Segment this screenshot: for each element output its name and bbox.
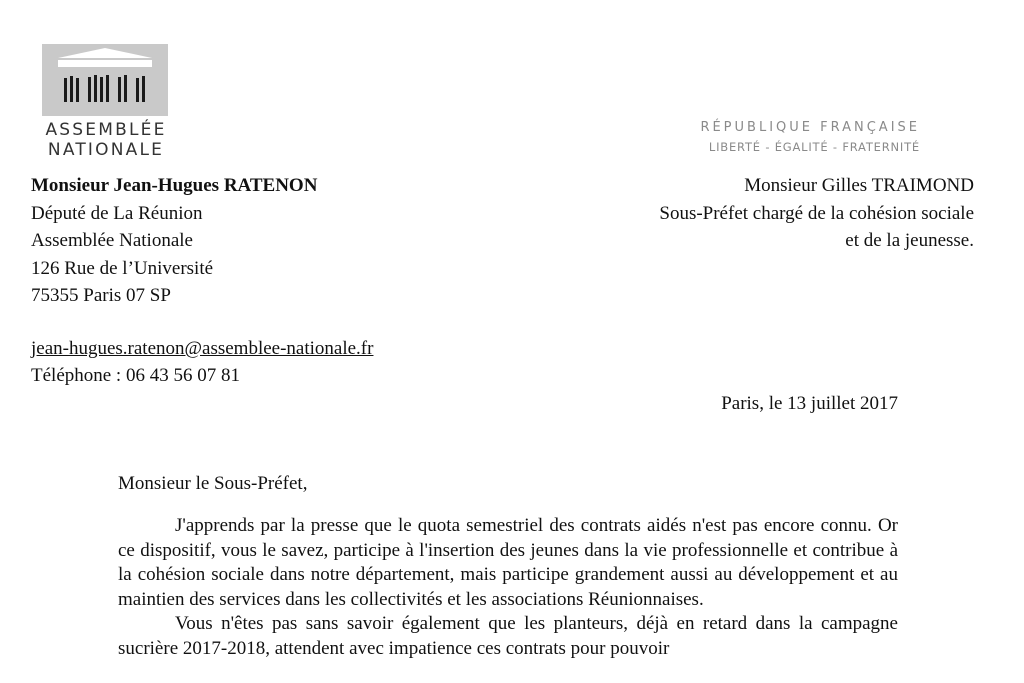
logo-line-assemblee: ASSEMBLÉE — [45, 120, 167, 140]
paragraph: J'apprends par la presse que le quota semestriel des contrats aidés n'est pas encore connu. Or ce dispositif, vous le savez, participe à l'insertion des jeunes dans la vie professionnelle et contribue à la cohésion sociale dans notre département, mais participe grandement aussi au développement et au maintien des services dans les collectivités et les associations Réunionnaises. — [118, 515, 898, 610]
recipient-name: Monsieur Gilles TRAIMOND — [744, 175, 974, 196]
republique-francaise: RÉPUBLIQUE FRANÇAISE — [700, 120, 920, 135]
letter-body — [118, 514, 898, 661]
recipient-title-line1: Sous-Préfet chargé de la cohésion sociale — [659, 202, 974, 224]
parliament-building-icon — [42, 44, 168, 116]
recipient-title-line2: et de la jeunesse. — [845, 230, 974, 251]
salutation: Monsieur le Sous-Préfet, — [118, 473, 308, 494]
sender-street: 126 Rue de l’Université — [31, 257, 214, 279]
sender-institution: Assemblée Nationale — [31, 230, 193, 251]
sender-phone: Téléphone : 06 43 56 07 81 — [31, 365, 240, 386]
logo-line-nationale: NATIONALE — [47, 140, 165, 160]
sender-block — [31, 172, 317, 310]
letter-date: Paris, le 13 juillet 2017 — [721, 393, 898, 414]
contact-block — [31, 335, 373, 389]
sender-name: Monsieur Jean-Hugues RATENON — [31, 175, 318, 196]
paragraph: Vous n'êtes pas sans savoir également que les planteurs, déjà en retard dans la campagne sucrière 2017-2018, attendent avec impatience ces contrats pour pouvoir — [118, 613, 898, 659]
recipient-block — [554, 172, 974, 255]
sender-city: 75355 Paris 07 SP — [31, 285, 171, 306]
sender-role: Député de La Réunion — [31, 202, 203, 224]
sender-email-link[interactable]: jean-hugues.ratenon@assemblee-nationale.fr — [31, 338, 374, 359]
republique-header — [640, 118, 920, 156]
republique-motto: LIBERTÉ - ÉGALITÉ - FRATERNITÉ — [708, 140, 920, 154]
